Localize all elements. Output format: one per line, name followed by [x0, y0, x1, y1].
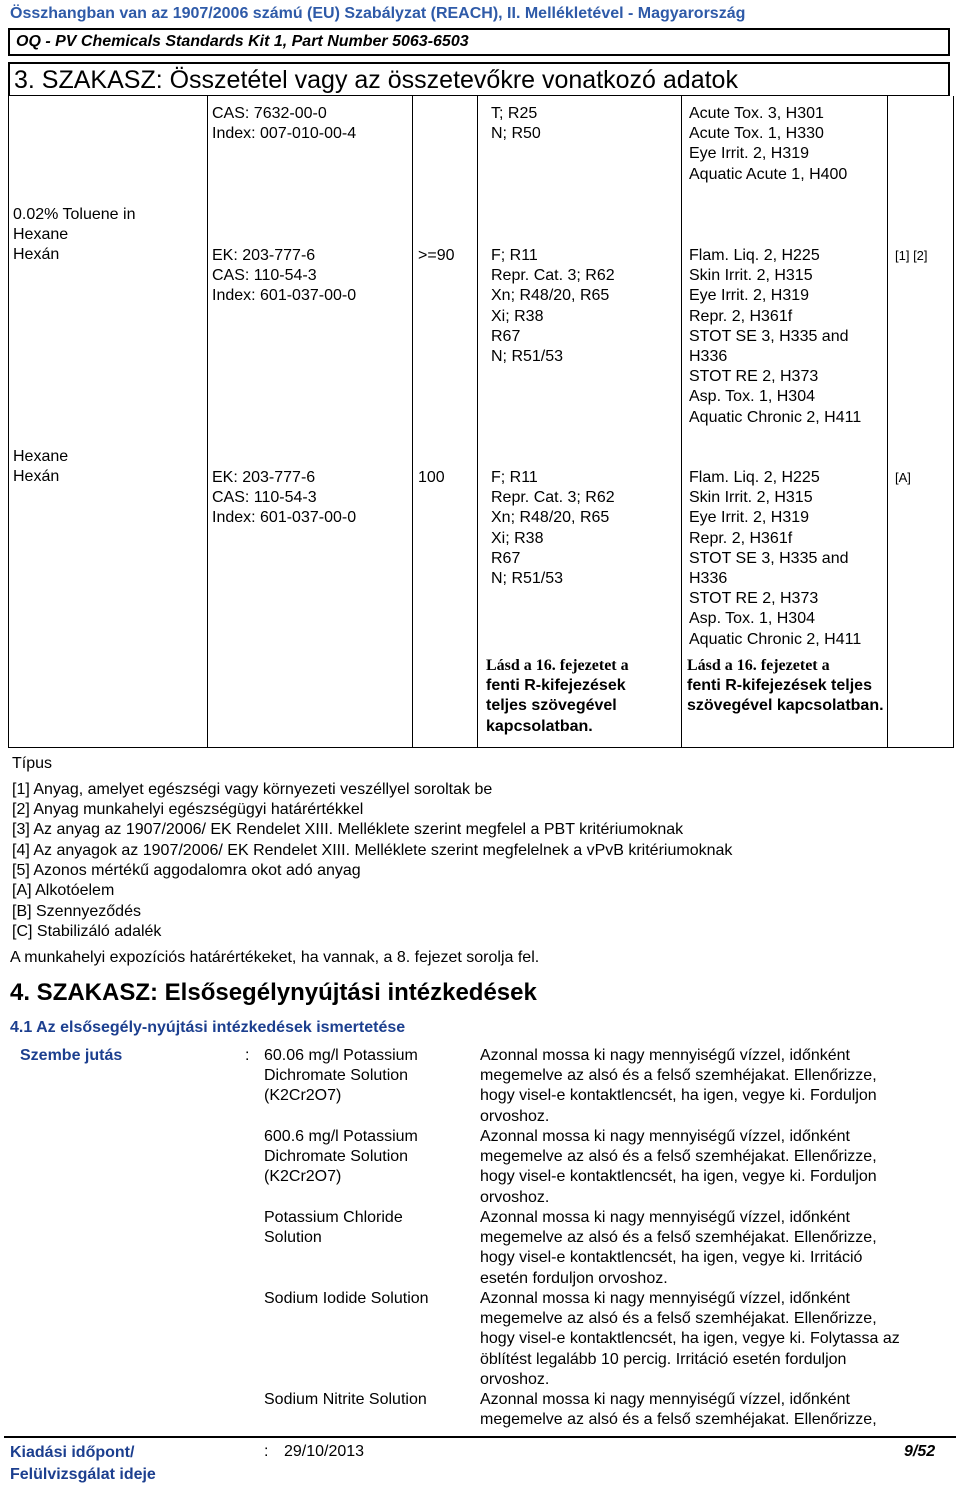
table-border-right [953, 96, 954, 748]
table-col-divider [207, 96, 208, 748]
type-note: [2] Anyag munkahelyi egészségügyi határértékkel [12, 801, 364, 818]
row2-r-phrases: F; R11 Repr. Cat. 3; R62 Xn; R48/20, R65 Xi; R38 R67 N; R51/53 [491, 469, 615, 588]
substance-name: 60.06 mg/l Potassium Dichromate Solution (K2Cr2O7) [264, 1047, 418, 1105]
substance-name: Sodium Nitrite Solution [264, 1391, 427, 1408]
section4-subtitle: 4.1 Az elsősegély-nyújtási intézkedések ismertetése [10, 1019, 406, 1036]
type-note: [5] Azonos mértékű aggodalomra okot adó anyag [12, 862, 361, 879]
type-note: [B] Szennyeződés [12, 903, 141, 920]
row1-type-note: [1] [2] [895, 248, 928, 263]
type-note: [A] Alkotóelem [12, 882, 115, 899]
table-col-divider [681, 96, 682, 748]
row2-ids: EK: 203-777-6 CAS: 110-54-3 Index: 601-037-00-0 [212, 469, 357, 527]
section4-title: 4. SZAKASZ: Elsősegélynyújtási intézkedések [10, 979, 537, 1006]
cas-number: CAS: 7632-00-0 [212, 105, 327, 122]
section3-title: 3. SZAKASZ: Összetétel vagy az összetevőkre vonatkozó adatok [14, 66, 738, 94]
row1-ids: EK: 203-777-6 CAS: 110-54-3 Index: 601-037-00-0 [212, 247, 357, 305]
first-aid-text: Azonnal mossa ki nagy mennyiségű vízzel, időnként megemelve az alsó és a felső szemhéjakat. Ellenőrizze, [480, 1391, 877, 1429]
table-col-divider [887, 96, 888, 748]
first-aid-text: Azonnal mossa ki nagy mennyiségű vízzel, időnként megemelve az alsó és a felső szemhéjakat. Ellenőrizze, hogy visel-e kontaktlencsét, ha igen, vegye ki. Forduljon orvoshoz. [480, 1128, 877, 1206]
page-number: 9/52 [904, 1443, 936, 1460]
type-note: [C] Stabilizáló adalék [12, 923, 162, 940]
substance-name: Sodium Iodide Solution [264, 1290, 429, 1307]
eye-contact-label: Szembe jutás [20, 1047, 123, 1064]
r-phrase-footnote: Lásd a 16. fejezetet a fenti R-kifejezések teljes szövegével kapcsolatban. [486, 657, 629, 735]
row1-substance-name: 0.02% Toluene in Hexane Hexán [13, 206, 136, 264]
first-aid-text: Azonnal mossa ki nagy mennyiségű vízzel, időnként megemelve az alsó és a felső szemhéjakat. Ellenőrizze, hogy visel-e kontaktlencsét, ha igen, vegye ki. Folytassa az öblítést legalább 10 percig. Irritáció esetén forduljon orvoshoz. [480, 1290, 900, 1388]
row2-substance-name: Hexane Hexán [13, 448, 69, 486]
first-aid-text: Azonnal mossa ki nagy mennyiségű vízzel, időnként megemelve az alsó és a felső szemhéjakat. Ellenőrizze, hogy visel-e kontaktlencsét, ha igen, vegye ki. Forduljon orvoshoz. [480, 1047, 877, 1125]
first-aid-text: Azonnal mossa ki nagy mennyiségű vízzel, időnként megemelve az alsó és a felső szemhéjakat. Ellenőrizze, hogy visel-e kontaktlencsét, ha igen, vegye ki. Irritáció esetén forduljon orvoshoz. [480, 1209, 877, 1287]
h-phrase-footnote: Lásd a 16. fejezetet a fenti R-kifejezések teljes szövegével kapcsolatban. [687, 657, 884, 715]
row1-h-phrases: Flam. Liq. 2, H225 Skin Irrit. 2, H315 Eye Irrit. 2, H319 Repr. 2, H361f STOT SE 3, H335 and H336 STOT RE 2, H373 Asp. Tox. 1, H304 Aquatic Chronic 2, H411 [689, 247, 862, 426]
exposure-note: A munkahelyi expozíciós határértékeket, ha vannak, a 8. fejezet sorolja fel. [10, 949, 540, 966]
footer-colon: : [264, 1443, 269, 1460]
issue-date-label: Kiadási időpont/ Felülvizsgálat ideje [10, 1444, 156, 1483]
type-note: [4] Az anyagok az 1907/2006/ EK Rendelet XIII. Melléklete szerint megfelelnek a vPvB kritériumoknak [12, 842, 733, 859]
row2-concentration: 100 [418, 469, 445, 486]
product-name: OQ - PV Chemicals Standards Kit 1, Part Number 5063-6503 [16, 33, 469, 50]
issue-date: 29/10/2013 [284, 1443, 365, 1460]
index-number: Index: 007-010-00-4 [212, 125, 357, 143]
regulation-title: Összhangban van az 1907/2006 számú (EU) Szabályzat (REACH), II. Mellékletével - Magyarország [10, 5, 746, 22]
type-note: [3] Az anyag az 1907/2006/ EK Rendelet XIII. Melléklete szerint megfelel a PBT kritériumoknak [12, 821, 684, 838]
table-col-divider [477, 96, 478, 748]
product-box [8, 28, 950, 56]
section3-header [8, 62, 950, 96]
row2-type-note: [A] [895, 470, 911, 485]
footer-divider [4, 1436, 956, 1438]
table-border-bottom [8, 747, 954, 748]
type-note: [1] Anyag, amelyet egészségi vagy környezeti veszéllyel soroltak be [12, 781, 493, 798]
table-border-left [8, 96, 9, 748]
table-col-divider [412, 96, 413, 748]
row2-h-phrases: Flam. Liq. 2, H225 Skin Irrit. 2, H315 Eye Irrit. 2, H319 Repr. 2, H361f STOT SE 3, H335 and H336 STOT RE 2, H373 Asp. Tox. 1, H304 Aquatic Chronic 2, H411 [689, 469, 862, 648]
type-label: Típus [12, 755, 53, 772]
row0-ids [212, 104, 356, 144]
label-colon: : [245, 1047, 250, 1064]
row1-r-phrases: F; R11 Repr. Cat. 3; R62 Xn; R48/20, R65 Xi; R38 R67 N; R51/53 [491, 247, 615, 366]
substance-name: 600.6 mg/l Potassium Dichromate Solution (K2Cr2O7) [264, 1128, 418, 1186]
row1-concentration: >=90 [418, 247, 455, 264]
row0-h-phrases: Acute Tox. 3, H301 Acute Tox. 1, H330 Eye Irrit. 2, H319 Aquatic Acute 1, H400 [689, 105, 848, 183]
substance-name: Potassium Chloride Solution [264, 1209, 403, 1247]
row0-r-phrases: T; R25 N; R50 [491, 105, 541, 143]
